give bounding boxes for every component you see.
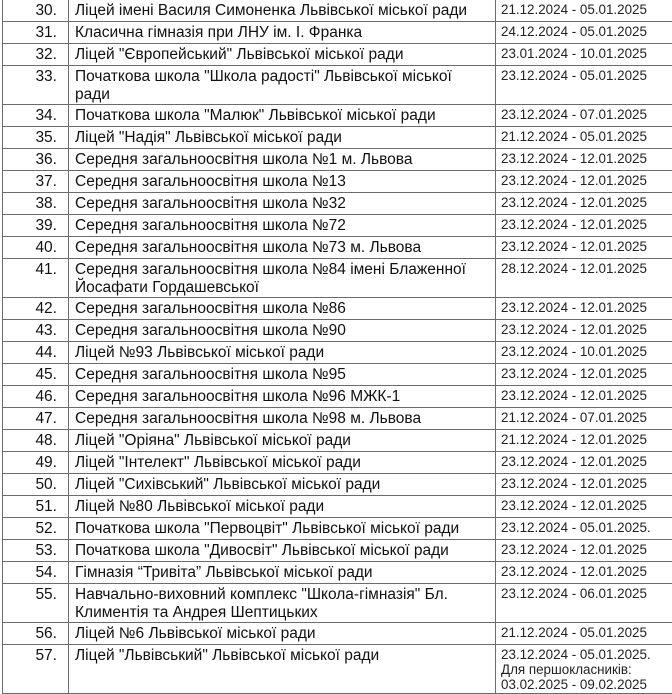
holiday-dates: 23.12.2024 - 07.01.2025 [501, 107, 672, 122]
holiday-dates: 23.12.2024 - 12.01.2025 [501, 217, 672, 232]
school-name: Середня загальноосвітня школа №73 м. Львова [69, 237, 496, 259]
school-name: Початкова школа "Первоцвіт" Львівської міської ради [69, 518, 496, 540]
holiday-period [496, 237, 672, 259]
school-name: Середня загальноосвітня школа №90 [69, 320, 496, 342]
holiday-dates: 21.12.2024 - 05.01.2025 [501, 625, 672, 640]
holiday-period [496, 320, 672, 342]
row-number: 47. [3, 408, 69, 430]
row-number: 50. [3, 474, 69, 496]
school-name: Середня загальноосвітня школа №95 [69, 364, 496, 386]
table-body [3, 0, 672, 694]
holiday-period [496, 105, 672, 127]
school-name: Ліцей №93 Львівської міської ради [69, 342, 496, 364]
school-name: Середня загальноосвітня школа №84 імені Блаженної Йосафати Гордашевської [69, 259, 496, 298]
row-number: 54. [3, 562, 69, 584]
row-number: 56. [3, 623, 69, 645]
holiday-period [496, 584, 672, 623]
holiday-dates: 24.12.2024 - 05.01.2025 [501, 24, 672, 39]
school-holidays-table [2, 0, 672, 694]
row-number: 55. [3, 584, 69, 623]
holiday-period [496, 66, 672, 105]
table-row [3, 127, 672, 149]
holiday-dates: 23.12.2024 - 12.01.2025 [501, 195, 672, 210]
holiday-dates: 23.01.2024 - 10.01.2025 [501, 46, 672, 61]
holiday-period [496, 645, 672, 694]
school-name: Ліцей імені Василя Симоненка Львівської міської ради [69, 0, 496, 22]
row-number: 49. [3, 452, 69, 474]
table-row [3, 386, 672, 408]
holiday-period [496, 44, 672, 66]
holiday-dates: 23.12.2024 - 12.01.2025 [501, 239, 672, 254]
row-number: 40. [3, 237, 69, 259]
school-name: Ліцей №6 Львівської міської ради [69, 623, 496, 645]
table-row [3, 452, 672, 474]
table-row [3, 66, 672, 105]
holiday-period [496, 408, 672, 430]
table-row [3, 149, 672, 171]
table-row [3, 540, 672, 562]
holiday-period [496, 623, 672, 645]
holiday-period [496, 474, 672, 496]
school-name: Початкова школа "Школа радості" Львівської міської ради [69, 66, 496, 105]
holiday-dates: 23.12.2024 - 12.01.2025 [501, 151, 672, 166]
holiday-dates: 21.12.2024 - 07.01.2025 [501, 410, 672, 425]
table-row [3, 215, 672, 237]
school-name: Гімназія “Тривіта” Львівської міської ради [69, 562, 496, 584]
row-number: 43. [3, 320, 69, 342]
row-number: 53. [3, 540, 69, 562]
holiday-period [496, 562, 672, 584]
row-number: 48. [3, 430, 69, 452]
holiday-period [496, 215, 672, 237]
holiday-dates: 21.12.2024 - 05.01.2025 [501, 129, 672, 144]
school-name: Середня загальноосвітня школа №86 [69, 298, 496, 320]
school-name: Середня загальноосвітня школа №72 [69, 215, 496, 237]
holiday-dates: 23.12.2024 - 06.01.2025 [501, 586, 672, 601]
holiday-dates: 23.12.2024 - 12.01.2025 [501, 173, 672, 188]
school-name: Ліцей "Львівський" Львівської міської ради [69, 645, 496, 694]
row-number: 41. [3, 259, 69, 298]
school-name: Середня загальноосвітня школа №96 МЖК-1 [69, 386, 496, 408]
holiday-period [496, 540, 672, 562]
table-row [3, 496, 672, 518]
table-row [3, 623, 672, 645]
table-row [3, 259, 672, 298]
row-number: 46. [3, 386, 69, 408]
holiday-period [496, 342, 672, 364]
row-number: 52. [3, 518, 69, 540]
holiday-dates: 23.12.2024 - 12.01.2025 [501, 454, 672, 469]
row-number: 44. [3, 342, 69, 364]
holiday-dates: 23.12.2024 - 12.01.2025 [501, 322, 672, 337]
school-name: Ліцей "Надія" Львівської міської ради [69, 127, 496, 149]
row-number: 45. [3, 364, 69, 386]
holiday-dates: 23.12.2024 - 12.01.2025 [501, 498, 672, 513]
table-row [3, 22, 672, 44]
table-row [3, 171, 672, 193]
holiday-period [496, 22, 672, 44]
row-number: 36. [3, 149, 69, 171]
row-number: 33. [3, 66, 69, 105]
holiday-dates: 23.12.2024 - 12.01.2025 [501, 388, 672, 403]
holiday-period [496, 518, 672, 540]
holiday-period [496, 149, 672, 171]
school-name: Середня загальноосвітня школа №32 [69, 193, 496, 215]
table-row [3, 408, 672, 430]
row-number: 31. [3, 22, 69, 44]
holiday-dates: 23.12.2024 - 05.01.2025 [501, 68, 672, 83]
table-row [3, 562, 672, 584]
table-row [3, 0, 672, 22]
school-name: Ліцей "Інтелект" Львівської міської ради [69, 452, 496, 474]
school-name: Класична гімназія при ЛНУ ім. І. Франка [69, 22, 496, 44]
holiday-period [496, 171, 672, 193]
school-name: Ліцей №80 Львівської міської ради [69, 496, 496, 518]
school-name: Початкова школа "Дивосвіт" Львівської міської ради [69, 540, 496, 562]
holiday-period [496, 496, 672, 518]
row-number: 51. [3, 496, 69, 518]
holiday-dates: 21.12.2024 - 12.01.2025 [501, 432, 672, 447]
table-row [3, 44, 672, 66]
table-row [3, 342, 672, 364]
holiday-dates: 28.12.2024 - 12.01.2025 [501, 261, 672, 276]
row-number: 42. [3, 298, 69, 320]
school-name: Ліцей "Сихівський" Львівської міської ради [69, 474, 496, 496]
row-number: 35. [3, 127, 69, 149]
table-row [3, 584, 672, 623]
table-row [3, 474, 672, 496]
holiday-period [496, 452, 672, 474]
row-number: 37. [3, 171, 69, 193]
holiday-period [496, 127, 672, 149]
school-name: Навчально-виховний комплекс "Школа-гімназія" Бл. Климентія та Андрея Шептицьких [69, 584, 496, 623]
holiday-period [496, 298, 672, 320]
table-row [3, 237, 672, 259]
holiday-dates-note: 03.02.2025 - 09.02.2025 [501, 677, 672, 692]
table-row [3, 105, 672, 127]
holiday-dates: 23.12.2024 - 12.01.2025 [501, 564, 672, 579]
holiday-dates: 21.12.2024 - 05.01.2025 [501, 2, 672, 17]
school-name: Середня загальноосвітня школа №1 м. Львова [69, 149, 496, 171]
holiday-period [496, 259, 672, 298]
holiday-dates: 23.12.2024 - 12.01.2025 [501, 476, 672, 491]
holiday-dates: 23.12.2024 - 10.01.2025 [501, 344, 672, 359]
row-number: 57. [3, 645, 69, 694]
holiday-dates: 23.12.2024 - 12.01.2025 [501, 366, 672, 381]
holiday-period [496, 193, 672, 215]
holiday-dates-note: Для першокласників: [501, 662, 672, 677]
table-row [3, 320, 672, 342]
holiday-dates: 23.12.2024 - 05.01.2025. [501, 520, 672, 535]
table-row [3, 430, 672, 452]
holiday-period [496, 386, 672, 408]
table-row [3, 298, 672, 320]
table-row [3, 364, 672, 386]
table-row [3, 645, 672, 694]
holiday-period [496, 0, 672, 22]
row-number: 30. [3, 0, 69, 22]
holiday-dates: 23.12.2024 - 12.01.2025 [501, 542, 672, 557]
row-number: 34. [3, 105, 69, 127]
holiday-period [496, 430, 672, 452]
holiday-dates: 23.12.2024 - 12.01.2025 [501, 300, 672, 315]
row-number: 32. [3, 44, 69, 66]
holiday-period [496, 364, 672, 386]
school-name: Початкова школа "Малюк" Львівської міської ради [69, 105, 496, 127]
school-name: Середня загальноосвітня школа №98 м. Львова [69, 408, 496, 430]
table-row [3, 518, 672, 540]
holiday-dates: 23.12.2024 - 05.01.2025. [501, 647, 672, 662]
school-name: Ліцей "Європейський" Львівської міської ради [69, 44, 496, 66]
table-row [3, 193, 672, 215]
school-name: Ліцей "Оріяна" Львівської міської ради [69, 430, 496, 452]
row-number: 38. [3, 193, 69, 215]
row-number: 39. [3, 215, 69, 237]
school-name: Середня загальноосвітня школа №13 [69, 171, 496, 193]
